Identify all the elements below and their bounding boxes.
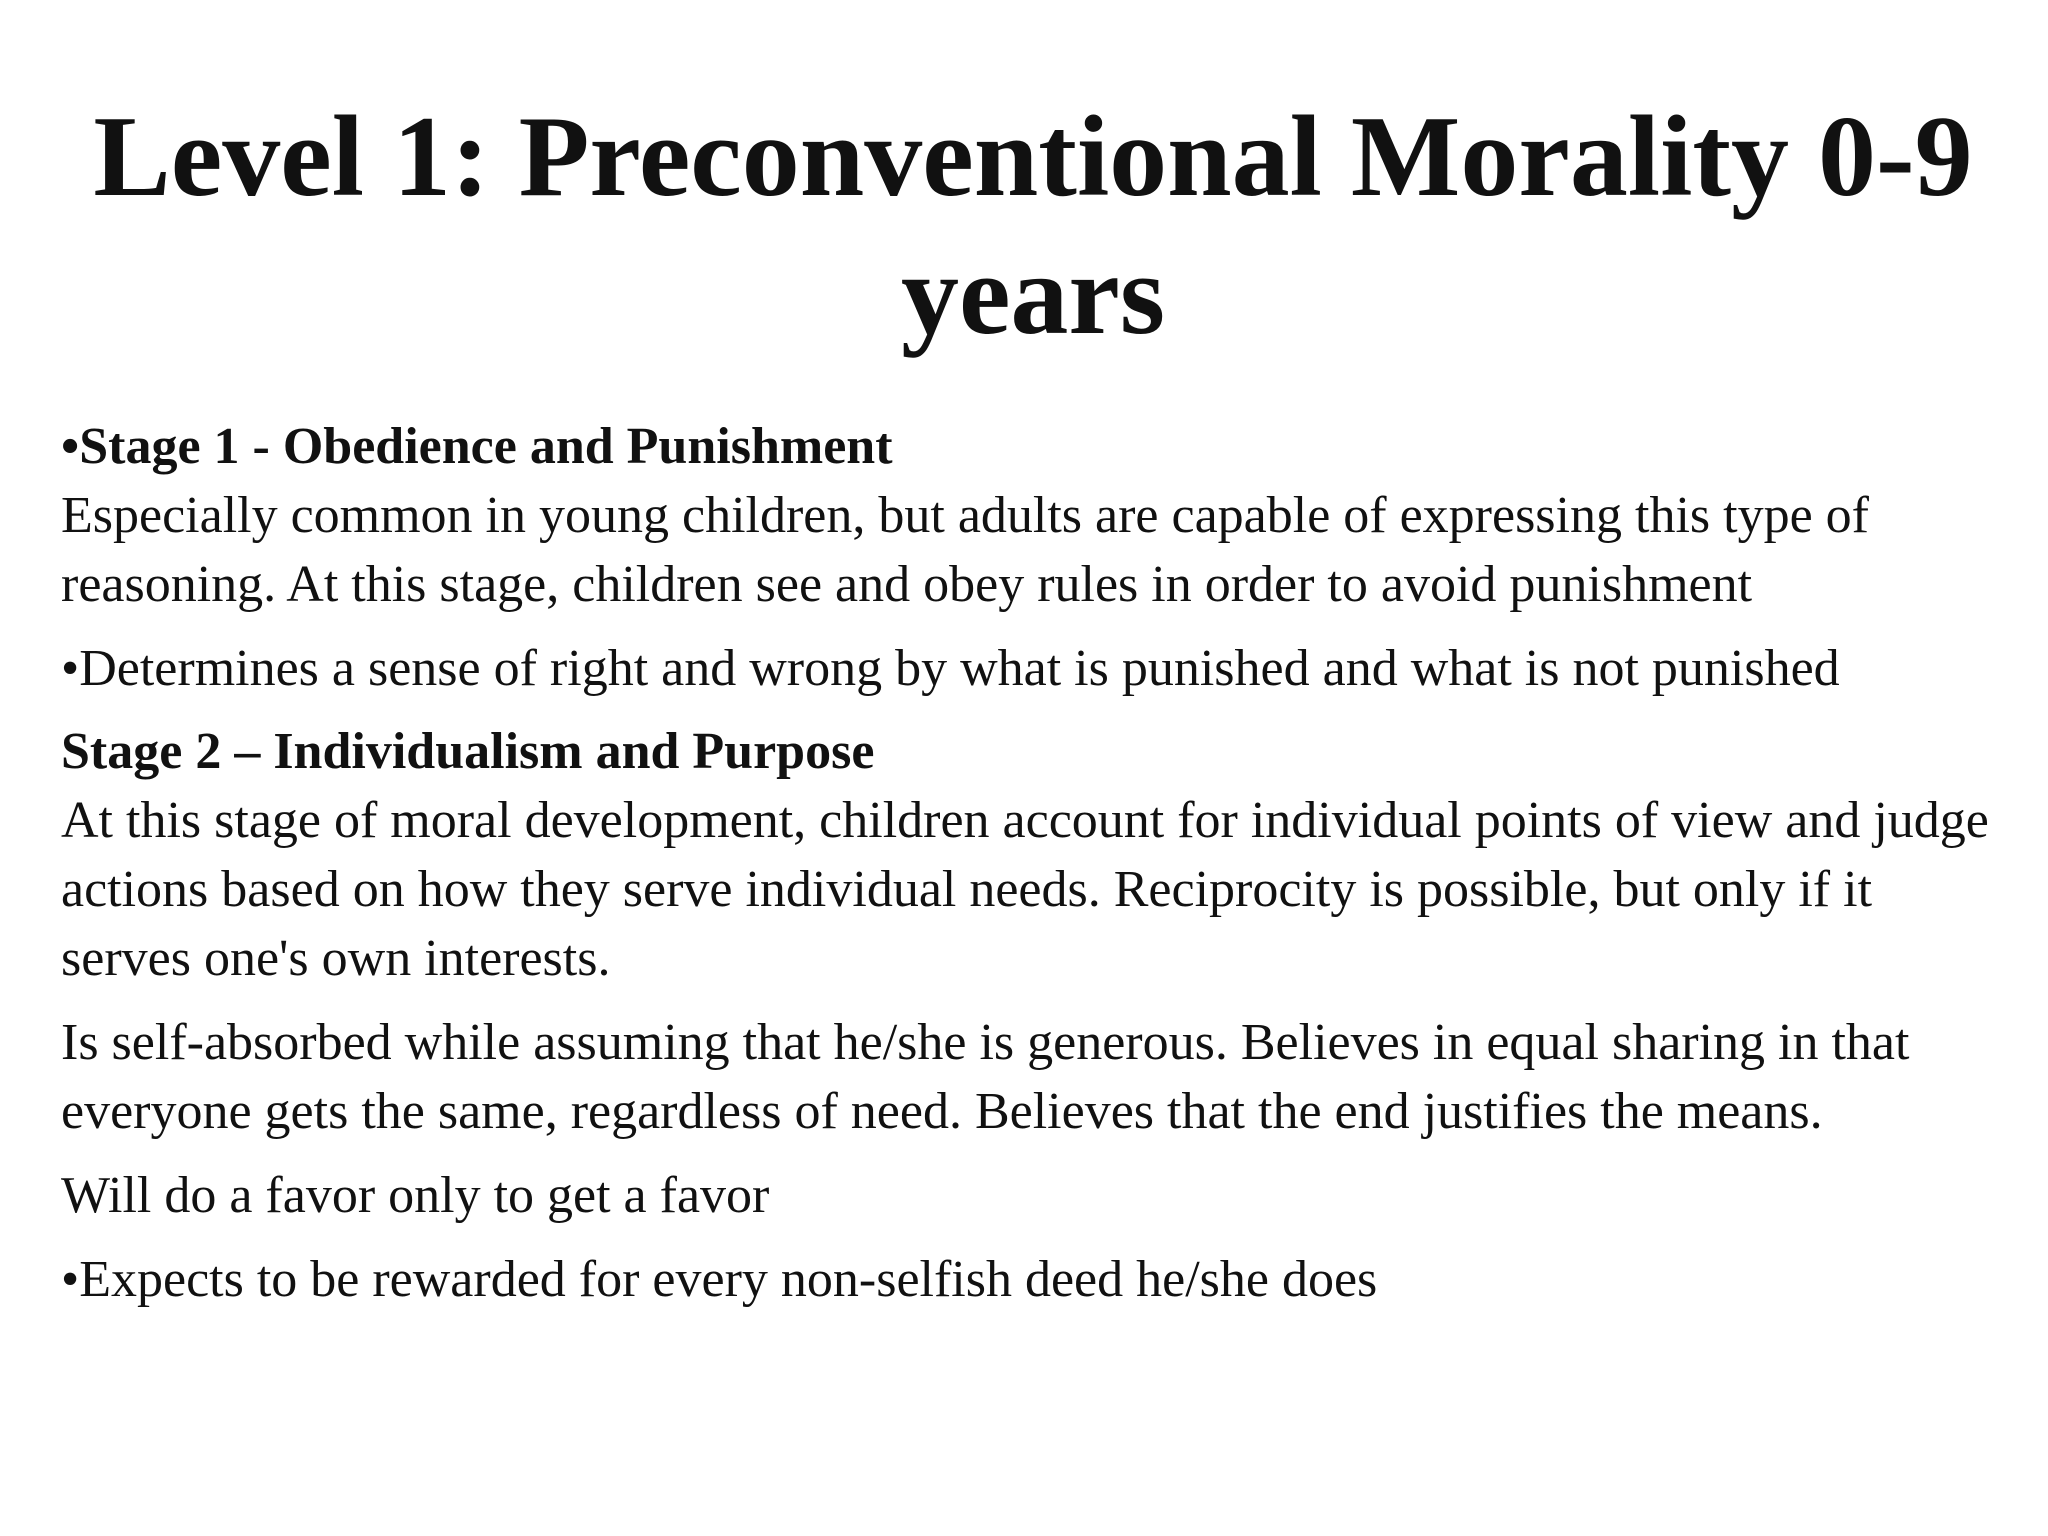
stage1-heading-line (61, 412, 2011, 481)
stage1-heading: Stage 1 - Obedience and Punishment (79, 418, 893, 475)
stage2-heading-line (61, 717, 2011, 786)
stage2-favor: Will do a favor only to get a favor (61, 1167, 770, 1224)
stage1-bullet-line (61, 634, 2011, 703)
stage1-description: Especially common in young children, but adults are capable of expressing this type of reasoning. At this stage, children see and obey rules in order to avoid punishment (61, 487, 1869, 613)
slide-body (61, 412, 2011, 1314)
stage1-bullet: Determines a sense of right and wrong by what is punished and what is not punished (79, 640, 1840, 697)
stage2-heading: Stage 2 – Individualism and Purpose (61, 723, 875, 780)
stage2-paragraph: Is self-absorbed while assuming that he/she is generous. Believes in equal sharing in that everyone gets the same, regardless of need. Believes that the end justifies the means. (61, 1014, 1910, 1140)
bullet-marker: • (61, 640, 80, 697)
bullet-marker: • (61, 1251, 80, 1308)
stage2-bullet-line (61, 1245, 2011, 1314)
bullet-marker: • (61, 418, 80, 475)
stage2-bullet: Expects to be rewarded for every non-selfish deed he/she does (79, 1251, 1378, 1308)
slide-title: Level 1: Preconventional Morality 0-9 years (93, 93, 1973, 359)
stage2-description: At this stage of moral development, children account for individual points of view and judge actions based on how they serve individual needs. Reciprocity is possible, but only if it serves one's own interests. (61, 792, 1989, 987)
